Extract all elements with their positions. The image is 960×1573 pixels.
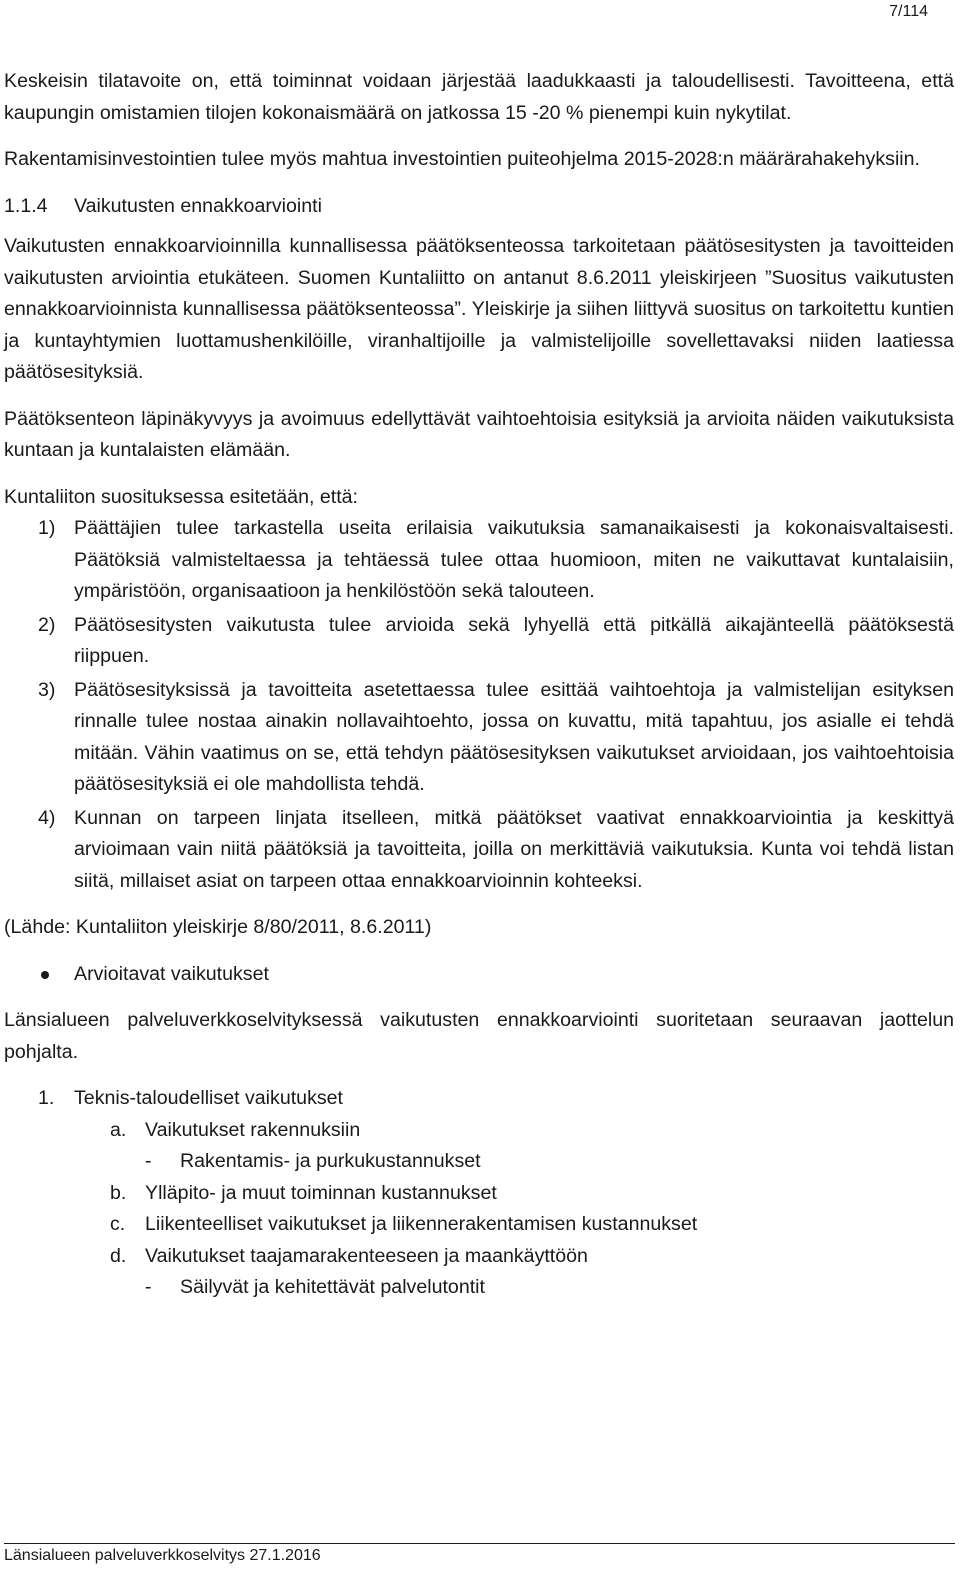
page-footer: [4, 1543, 955, 1566]
outline-text: Säilyvät ja kehitettävät palvelutontit: [180, 1276, 485, 1298]
paragraph-space-goal: Keskeisin tilatavoite on, että toiminnat voidaan järjestää laadukkaasti ja taloudellisesti. Tavoitteena, että kaupungin omistamien tilojen kokonaismäärä on jatkossa 15 -20 % pienempi kuin nykytilat.: [4, 70, 954, 124]
outline-item: [4, 1115, 954, 1147]
outline-text: Rakentamis- ja purkukustannukset: [180, 1150, 481, 1172]
outline-marker: b.: [110, 1181, 127, 1204]
bullet-icon: [41, 971, 49, 979]
bullet-item: [4, 959, 954, 991]
paragraph-transparency: Päätöksenteon läpinäkyvyys ja avoimuus edellyttävät vaihtoehtoisia esityksiä ja arvioita näiden vaikutuksista kuntaan ja kuntalaisten elämään.: [4, 407, 954, 461]
outline-marker: -: [145, 1276, 152, 1298]
recommendation-text: Päätösesitysten vaikutusta tulee arvioida sekä lyhyellä että pitkällä aikajänteellä päätöksestä riippuen.: [74, 613, 954, 667]
outline-item: [4, 1083, 954, 1115]
paragraph-impact-assessment: Vaikutusten ennakkoarvioinnilla kunnallisessa päätöksenteossa tarkoitetaan päätösesitysten ja tavoitteiden vaikutusten arviointia etukäteen. Suomen Kuntaliitto on antanut 8.6.2011 yleiskirjeen ”Suositus vaikutusten ennakkoarvioinnista kunnallisessa päätöksenteossa”. Yleiskirje ja siihen liittyvä suositus on tarkoitettu kuntien ja kuntayhtymien luottamushenkilöille, viranhaltijoille ja valmistelijoille sovellettavaksi niiden laatiessa päätösesityksiä.: [4, 235, 954, 383]
outline-item: [4, 1241, 954, 1273]
outline-marker: a.: [110, 1118, 127, 1141]
recommendation-item: [4, 675, 954, 801]
outline-text: Liikenteelliset vaikutukset ja liikennerakentamisen kustannukset: [145, 1213, 698, 1235]
recommendation-text: Päättäjien tulee tarkastella useita erilaisia vaikutuksia samanaikaisesti ja kokonaisvaltaisesti. Päätöksiä valmisteltaessa ja tehtäessä tulee ottaa huomioon, miten ne vaikuttavat kuntalaisiin, ympäristöön, organisaatioon ja henkilöstöön sekä talouteen.: [74, 517, 954, 602]
outline-item: [4, 1272, 954, 1304]
bullet-text: Arvioitavat vaikutukset: [74, 962, 269, 985]
section-heading: [4, 191, 954, 223]
recommendation-item: [4, 803, 954, 898]
list-marker: 1): [38, 517, 56, 539]
paragraph-classification: Länsialueen palveluverkkoselvityksessä vaikutusten ennakkoarviointi suoritetaan seuraavan jaottelun pohjalta.: [4, 1009, 954, 1063]
recommendation-text: Kunnan on tarpeen linjata itselleen, mitkä päätökset vaativat ennakkoarviointia ja keskittyä arvioimaan vain niitä päätöksiä ja tavoitteita, joilla on merkittäviä vaikutuksia. Kunta voi tehdä listan siitä, millaiset asiat on tarpeen ottaa ennakkoarvioinnin kohteeksi.: [74, 806, 954, 892]
outline-item: [4, 1178, 954, 1210]
page-number: 7/114: [889, 3, 928, 20]
paragraph-investment-frame: Rakentamisinvestointien tulee myös mahtua investointien puiteohjelma 2015-2028:n määrärahakehyksiin.: [4, 148, 920, 170]
recommendation-item: [4, 513, 954, 608]
recommendation-text: Päätösesityksissä ja tavoitteita asetettaessa tulee esittää vaihtoehtoja ja valmistelijan esityksen rinnalle tulee nostaa ainakin nollavaihtoehto, jossa on kuvattu, mitä tapahtuu, jos asialle ei tehdä mitään. Vähin vaatimus on se, että tehdyn päätösesityksen vaikutukset arvioidaan, jos vaihtoehtoisia päätösesityksiä ei ole mahdollista tehdä.: [74, 678, 954, 795]
outline-text: Ylläpito- ja muut toiminnan kustannukset: [145, 1181, 497, 1204]
document-body: [4, 66, 954, 1304]
source-note: (Lähde: Kuntaliiton yleiskirje 8/80/2011, 8.6.2011): [4, 916, 432, 938]
outline-text: Vaikutukset taajamarakenteeseen ja maankäyttöön: [145, 1244, 588, 1267]
outline-marker: 1.: [38, 1087, 55, 1109]
outline-marker: c.: [110, 1213, 126, 1235]
outline-text: Vaikutukset rakennuksiin: [145, 1118, 361, 1141]
list-marker: 2): [38, 613, 56, 636]
paragraph-recommendation-intro: Kuntaliiton suosituksessa esitetään, että:: [4, 485, 358, 508]
outline-marker: -: [145, 1150, 152, 1172]
footer-text: Länsialueen palveluverkkoselvitys 27.1.2016: [4, 1547, 321, 1564]
list-marker: 3): [38, 678, 56, 701]
recommendation-item: [4, 610, 954, 673]
section-number: 1.1.4: [4, 194, 48, 217]
outline-item: [4, 1209, 954, 1241]
outline-text: Teknis-taloudelliset vaikutukset: [74, 1087, 344, 1109]
list-marker: 4): [38, 806, 56, 829]
outline-marker: d.: [110, 1244, 127, 1267]
section-title: Vaikutusten ennakkoarviointi: [74, 194, 322, 217]
outline-item: [4, 1146, 954, 1178]
recommendation-list: [4, 513, 954, 897]
impact-outline: [4, 1083, 954, 1304]
